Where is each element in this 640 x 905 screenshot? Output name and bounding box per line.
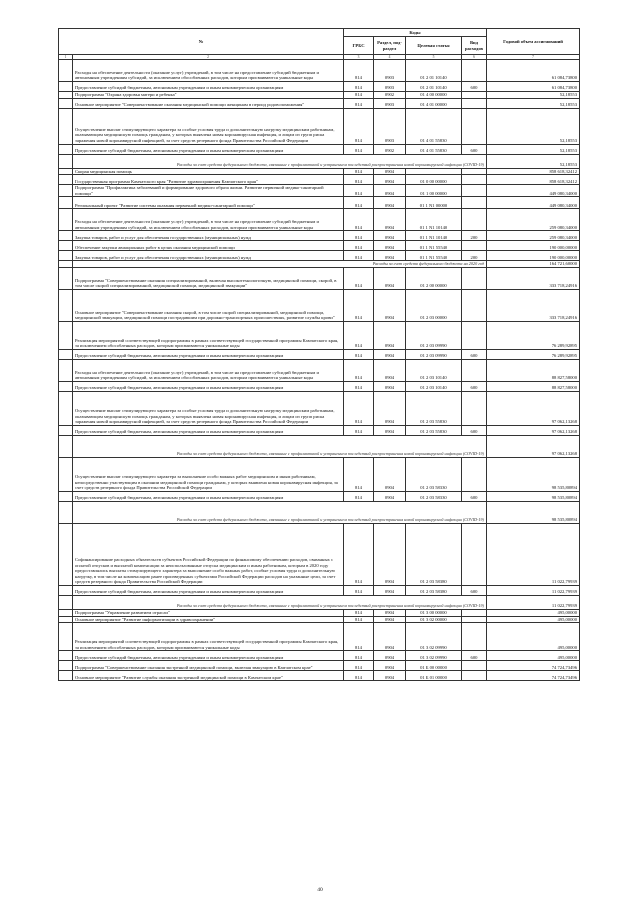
col-num-4: 4: [374, 55, 406, 60]
amount-cell: 98 535,80894: [487, 501, 580, 523]
row-number-cell: [59, 267, 73, 289]
budget-table: [58, 28, 580, 681]
table-row: [59, 168, 580, 175]
razdel-cell: 0904: [374, 267, 406, 289]
target-article-cell: 01 2 03 09990: [406, 349, 462, 359]
note-text: Расходы за счет средств федерального бюджета, связанные с профилактикой и устранением последствий распространения новой коронавирусной инфекции (COVID-19): [73, 435, 487, 457]
note-row: [59, 154, 580, 168]
grbs-cell: 814: [344, 209, 374, 231]
grbs-cell: 814: [344, 391, 374, 425]
item-name: Предоставление субсидий бюджетным, автономным учреждениям и иным некоммерческим организациям: [73, 82, 344, 92]
row-number-cell: [59, 209, 73, 231]
amount-cell: 52,18553: [487, 92, 580, 99]
grbs-cell: 814: [344, 251, 374, 261]
razdel-cell: 0904: [374, 609, 406, 616]
amount-cell: 495,00000: [487, 651, 580, 661]
item-name: Предоставление субсидий бюджетным, автономным учреждениям и иным некоммерческим организациям: [73, 381, 344, 391]
item-name: Осуществление выплат стимулирующего характера за особые условия труда и дополнительную нагрузку медицинским работникам, оказывающим медицинскую помощь гражданам, у которых выявлена новая коронавирусная инфекция, и лицам из групп риска заражения новой коронавирусной инфекцией, за счет средств резервного фонда Правительства Российской Федерации: [73, 108, 344, 144]
grbs-cell: 814: [344, 60, 374, 82]
item-name: Подпрограмма "Профилактика заболеваний и формирование здорового образа жизни. Развитие первичной медико-санитарной помощи": [73, 185, 344, 197]
row-number-cell: [59, 144, 73, 154]
note-text: Расходы за счет средств федерального бюджета, связанные с профилактикой и устранением последствий распространения новой коронавирусной инфекции (COVID-19): [73, 595, 487, 609]
table-row: [59, 251, 580, 261]
expense-type-cell: [462, 623, 487, 651]
row-number-cell: [59, 185, 73, 197]
amount-cell: 449 080,34000: [487, 197, 580, 209]
target-article-cell: 01 2 03 58330: [406, 491, 462, 501]
table-row: [59, 98, 580, 108]
amount-cell: 61 084,73800: [487, 60, 580, 82]
row-number-cell: [59, 108, 73, 144]
item-name: Расходы на обеспечение деятельности (оказание услуг) учреждений, в том числе на предоставление субсидий бюджетным и автономным учреждениям субсидий, за исключением обособленных расходов, которым присваиваются уникальные коды: [73, 209, 344, 231]
grbs-cell: 814: [344, 267, 374, 289]
grbs-cell: 814: [344, 491, 374, 501]
expense-type-cell: [462, 197, 487, 209]
razdel-cell: 0904: [374, 616, 406, 623]
header-expense-type: Вид расходов: [462, 37, 487, 55]
razdel-cell: 0904: [374, 175, 406, 185]
target-article-cell: 01 4 01 00000: [406, 98, 462, 108]
grbs-cell: 814: [344, 82, 374, 92]
target-article-cell: 01 2 03 09990: [406, 321, 462, 349]
razdel-cell: 0904: [374, 185, 406, 197]
expense-type-cell: 600: [462, 425, 487, 435]
expense-type-cell: 600: [462, 491, 487, 501]
item-name: Подпрограмма "Совершенствование оказания экстренной медицинской помощи, включая эвакуацию в Камчатском крае": [73, 661, 344, 671]
target-article-cell: 01 2 00 00000: [406, 267, 462, 289]
razdel-cell: 0904: [374, 491, 406, 501]
col-num-5: 5: [406, 55, 462, 60]
row-number-cell: [59, 241, 73, 251]
table-row: [59, 457, 580, 491]
expense-type-cell: [462, 391, 487, 425]
row-number-cell: [59, 609, 73, 616]
item-name: Предоставление субсидий бюджетным, автономным учреждениям и иным некоммерческим организациям: [73, 349, 344, 359]
item-name: Предоставление субсидий бюджетным, автономным учреждениям и иным некоммерческим организациям: [73, 585, 344, 595]
amount-cell: 88 827,58000: [487, 359, 580, 381]
table-row: [59, 359, 580, 381]
expense-type-cell: [462, 175, 487, 185]
expense-type-cell: 600: [462, 144, 487, 154]
razdel-cell: 0902: [374, 92, 406, 99]
amount-cell: 11 022,79939: [487, 523, 580, 585]
grbs-cell: 814: [344, 289, 374, 321]
target-article-cell: 01 0 00 00000: [406, 175, 462, 185]
table-row: [59, 241, 580, 251]
item-name: Осуществление выплат стимулирующего характера за особые условия труда и дополнительную нагрузку медицинским работникам, оказывающим медицинскую помощь гражданам, у которых выявлена новая коронавирусная инфекция, и лицам из групп риска заражения новой коронавирусной инфекцией, за счет средств резервного фонда Правительства Российской Федерации: [73, 391, 344, 425]
target-article-cell: 01 4 00 00000: [406, 92, 462, 99]
amount-cell: 97 062,13268: [487, 425, 580, 435]
table-row: [59, 381, 580, 391]
row-number-cell: [59, 595, 73, 609]
table-row: [59, 175, 580, 185]
note-row: [59, 261, 580, 268]
target-article-cell: 01 2 01 10140: [406, 60, 462, 82]
amount-cell: 97 062,13268: [487, 391, 580, 425]
table-row: [59, 391, 580, 425]
expense-type-cell: [462, 321, 487, 349]
amount-cell: 52,18553: [487, 144, 580, 154]
amount-cell: 52,18553: [487, 108, 580, 144]
razdel-cell: 0904: [374, 391, 406, 425]
grbs-cell: 814: [344, 381, 374, 391]
expense-type-cell: [462, 359, 487, 381]
target-article-cell: 01 4 01 55830: [406, 144, 462, 154]
expense-type-cell: [462, 241, 487, 251]
grbs-cell: 814: [344, 197, 374, 209]
amount-cell: 11 022,79939: [487, 585, 580, 595]
row-number-cell: [59, 491, 73, 501]
target-article-cell: 01 2 03 58380: [406, 585, 462, 595]
expense-type-cell: 600: [462, 651, 487, 661]
row-number-cell: [59, 251, 73, 261]
item-name: Скорая медицинская помощь: [73, 168, 344, 175]
target-article-cell: 01 2 03 00000: [406, 289, 462, 321]
expense-type-cell: [462, 98, 487, 108]
amount-cell: 495,00000: [487, 623, 580, 651]
razdel-cell: 0904: [374, 251, 406, 261]
expense-type-cell: [462, 92, 487, 99]
expense-type-cell: [462, 209, 487, 231]
row-number-cell: [59, 425, 73, 435]
row-number-cell: [59, 435, 73, 457]
expense-type-cell: [462, 168, 487, 175]
item-name: Осуществление выплат стимулирующего характера за выполнение особо важных работ медицинским и иным работникам, непосредственно участвующим в оказании медицинской помощи гражданам, у которых выявлена новая коронавирусная инфекция, за счет средств резервного фонда Правительства Российской Федерации: [73, 457, 344, 491]
expense-type-cell: [462, 671, 487, 681]
row-number-cell: [59, 349, 73, 359]
row-number-cell: [59, 381, 73, 391]
target-article-cell: 01 3 00 00000: [406, 609, 462, 616]
expense-type-cell: [462, 661, 487, 671]
grbs-cell: 814: [344, 92, 374, 99]
table-row: [59, 661, 580, 671]
row-number-cell: [59, 661, 73, 671]
grbs-cell: 814: [344, 616, 374, 623]
grbs-cell: 814: [344, 144, 374, 154]
header-sum: Годовой объем ассигнований: [487, 29, 580, 55]
table-row: [59, 92, 580, 99]
table-row: [59, 616, 580, 623]
target-article-cell: 01 3 02 09990: [406, 623, 462, 651]
row-number-cell: [59, 616, 73, 623]
expense-type-cell: [462, 609, 487, 616]
col-num-1: 1: [59, 55, 73, 60]
col-num-7: 7: [487, 55, 580, 60]
target-article-cell: 01 3 02 00000: [406, 616, 462, 623]
item-name: Подпрограмма "Совершенствование оказания специализированной, включая высокотехнологичную, медицинской помощи, скорой, в том числе скорой специализированной, медицинской помощи, медицинской эвакуации": [73, 267, 344, 289]
row-number-cell: [59, 501, 73, 523]
item-name: Подпрограмма "Охрана здоровья матери и ребенка": [73, 92, 344, 99]
expense-type-cell: 200: [462, 231, 487, 241]
grbs-cell: 814: [344, 671, 374, 681]
table-row: [59, 609, 580, 616]
row-number-cell: [59, 82, 73, 92]
amount-cell: 11 022,79939: [487, 595, 580, 609]
item-name: Реализация мероприятий соответствующей подпрограммы в рамках соответствующей государственной программы Камчатского края, за исключением обособленных расходов, которым присваиваются уникальные коды: [73, 623, 344, 651]
table-row: [59, 623, 580, 651]
target-article-cell: 01 2 03 55830: [406, 425, 462, 435]
target-article-cell: 01 Б 00 00000: [406, 661, 462, 671]
expense-type-cell: [462, 289, 487, 321]
item-name: Обеспечение закупки авиационных работ в целях оказания медицинской помощи: [73, 241, 344, 251]
amount-cell: 190 000,00000: [487, 251, 580, 261]
table-row: [59, 671, 580, 681]
table-row: [59, 321, 580, 349]
razdel-cell: 0903: [374, 60, 406, 82]
amount-cell: 495,00000: [487, 616, 580, 623]
razdel-cell: 0904: [374, 523, 406, 585]
item-name: Основное мероприятие "Совершенствование оказания скорой, в том числе скорой специализированной, медицинской помощи, медицинской эвакуации, медицинской помощи пострадавшим при дорожно-транспортных происшествиях, развитие службы крови": [73, 289, 344, 321]
table-row: [59, 231, 580, 241]
item-name: Расходы на обеспечение деятельности (оказание услуг) учреждений, в том числе на предоставление субсидий бюджетным и автономным учреждениям субсидий, за исключением обособленных расходов, которым присваиваются уникальные коды: [73, 60, 344, 82]
razdel-cell: 0904: [374, 457, 406, 491]
table-row: [59, 267, 580, 289]
table-row: [59, 651, 580, 661]
note-text: Расходы за счет средств федерального бюджета, связанные с профилактикой и устранением последствий распространения новой коронавирусной инфекции (COVID-19): [73, 154, 487, 168]
amount-cell: 61 084,73800: [487, 82, 580, 92]
grbs-cell: 814: [344, 98, 374, 108]
amount-cell: 259 080,34000: [487, 231, 580, 241]
row-number-cell: [59, 671, 73, 681]
grbs-cell: 814: [344, 168, 374, 175]
item-name: Предоставление субсидий бюджетным, автономным учреждениям и иным некоммерческим организациям: [73, 651, 344, 661]
target-article-cell: 01 2 03 55830: [406, 391, 462, 425]
expense-type-cell: 600: [462, 349, 487, 359]
row-number-cell: [59, 321, 73, 349]
amount-cell: 164 721,60000: [487, 261, 580, 268]
item-name: Предоставление субсидий бюджетным, автономным учреждениям и иным некоммерческим организациям: [73, 144, 344, 154]
table-row: [59, 491, 580, 501]
item-name: Реализация мероприятий соответствующей подпрограммы в рамках соответствующей государственной программы Камчатского края, за исключением обособленных расходов, которым присваиваются уникальные коды: [73, 321, 344, 349]
table-row: [59, 185, 580, 197]
expense-type-cell: 600: [462, 585, 487, 595]
grbs-cell: 814: [344, 425, 374, 435]
target-article-cell: 01 4 01 55830: [406, 108, 462, 144]
row-number-cell: [59, 231, 73, 241]
expense-type-cell: 200: [462, 251, 487, 261]
target-article-cell: 01 1 N1 00000: [406, 197, 462, 209]
target-article-cell: 01 3 02 09990: [406, 651, 462, 661]
razdel-cell: 0904: [374, 425, 406, 435]
amount-cell: 97 062,13268: [487, 435, 580, 457]
grbs-cell: 814: [344, 321, 374, 349]
grbs-cell: 814: [344, 523, 374, 585]
item-name: Расходы на обеспечение деятельности (оказание услуг) учреждений, в том числе на предоставление субсидий бюджетным и автономным учреждениям субсидий, за исключением обособленных расходов, которым присваиваются уникальные коды: [73, 359, 344, 381]
item-name: Региональный проект "Развитие системы оказания первичной медико-санитарной помощи": [73, 197, 344, 209]
row-number-cell: [59, 98, 73, 108]
item-name: Основное мероприятие "Развитие информатизации в здравоохранении": [73, 616, 344, 623]
note-row: [59, 501, 580, 523]
target-article-cell: 01 1 00 00000: [406, 185, 462, 197]
grbs-cell: 814: [344, 349, 374, 359]
amount-cell: 52,18553: [487, 98, 580, 108]
table-row: [59, 82, 580, 92]
target-article-cell: 01 2 03 58380: [406, 523, 462, 585]
item-name: Софинансирование расходных обязательств субъектов Российской Федерации по финансовому обеспечению расходов, связанных с оплатой отпусков и выплатой компенсации за неиспользованные отпуска медицинским и иным работникам, которым в 2020 году предоставлялись выплаты стимулирующего характера за выполнение особо важных работ, особые условия труда и дополнительную нагрузку, в том числе на компенсацию ранее произведенных субъектами Российской Федерации расходов на указанные цели, за счет средств резервного фонда Правительства Российской Федерации: [73, 523, 344, 585]
grbs-cell: 814: [344, 241, 374, 251]
row-number-cell: [59, 154, 73, 168]
row-number-cell: [59, 289, 73, 321]
amount-cell: 52,18553: [487, 154, 580, 168]
table-row: [59, 523, 580, 585]
razdel-cell: 0904: [374, 585, 406, 595]
note-text: Расходы за счет средств федерального бюджета на 2020 год: [73, 261, 487, 268]
grbs-cell: 814: [344, 661, 374, 671]
header-grbs: ГРБС: [344, 37, 374, 55]
target-article-cell: 01 Б 01 00000: [406, 671, 462, 681]
razdel-cell: 0903: [374, 98, 406, 108]
table-row: [59, 60, 580, 82]
amount-cell: 76 289,92895: [487, 321, 580, 349]
row-number-cell: [59, 168, 73, 175]
razdel-cell: 0904: [374, 359, 406, 381]
col-num-3: 3: [344, 55, 374, 60]
grbs-cell: 814: [344, 175, 374, 185]
note-row: [59, 595, 580, 609]
razdel-cell: 0904: [374, 671, 406, 681]
razdel-cell: 0904: [374, 349, 406, 359]
budget-page: [58, 28, 579, 681]
grbs-cell: 814: [344, 609, 374, 616]
razdel-cell: 0903: [374, 82, 406, 92]
row-number-cell: [59, 585, 73, 595]
row-number-cell: [59, 457, 73, 491]
item-name: Государственная программа Камчатского края "Развитие здравоохранения Камчатского края": [73, 175, 344, 185]
row-number-cell: [59, 623, 73, 651]
grbs-cell: 814: [344, 585, 374, 595]
razdel-cell: 0904: [374, 289, 406, 321]
grbs-cell: 814: [344, 231, 374, 241]
expense-type-cell: [462, 457, 487, 491]
target-article-cell: 01 2 03 58330: [406, 457, 462, 491]
amount-cell: 858 618,32412: [487, 168, 580, 175]
target-article-cell: 01 1 N1 55540: [406, 241, 462, 251]
row-number-cell: [59, 261, 73, 268]
target-article-cell: 01 1 N1 55540: [406, 251, 462, 261]
row-number-cell: [59, 60, 73, 82]
col-num-2: 2: [73, 55, 344, 60]
row-number-cell: [59, 651, 73, 661]
target-article-cell: 01 1 N1 10140: [406, 231, 462, 241]
expense-type-cell: [462, 185, 487, 197]
amount-cell: 76 289,92895: [487, 349, 580, 359]
target-article-cell: 01 2 03 10140: [406, 381, 462, 391]
expense-type-cell: 600: [462, 381, 487, 391]
grbs-cell: 814: [344, 651, 374, 661]
razdel-cell: 0904: [374, 241, 406, 251]
row-number-cell: [59, 92, 73, 99]
table-row: [59, 209, 580, 231]
amount-cell: 74 724,73496: [487, 671, 580, 681]
amount-cell: 190 000,00000: [487, 241, 580, 251]
table-row: [59, 144, 580, 154]
amount-cell: 259 080,34000: [487, 209, 580, 231]
row-number-cell: [59, 391, 73, 425]
col-num-6: 6: [462, 55, 487, 60]
expense-type-cell: [462, 267, 487, 289]
expense-type-cell: [462, 616, 487, 623]
table-row: [59, 425, 580, 435]
expense-type-cell: [462, 523, 487, 585]
amount-cell: 495,00000: [487, 609, 580, 616]
table-row: [59, 108, 580, 144]
note-row: [59, 435, 580, 457]
table-row: [59, 197, 580, 209]
item-name: Предоставление субсидий бюджетным, автономным учреждениям и иным некоммерческим организациям: [73, 425, 344, 435]
grbs-cell: 814: [344, 359, 374, 381]
amount-cell: 98 535,80894: [487, 457, 580, 491]
item-name: Подпрограмма "Управление развитием отрасли": [73, 609, 344, 616]
expense-type-cell: [462, 60, 487, 82]
razdel-cell: 0904: [374, 168, 406, 175]
expense-type-cell: 600: [462, 82, 487, 92]
header-razdel: Раздел, под-раздел: [374, 37, 406, 55]
razdel-cell: 0904: [374, 651, 406, 661]
razdel-cell: 0902: [374, 144, 406, 154]
grbs-cell: 814: [344, 457, 374, 491]
row-number-cell: [59, 359, 73, 381]
item-name: Закупка товаров, работ и услуг для обеспечения государственных (муниципальных) нужд: [73, 251, 344, 261]
table-row: [59, 349, 580, 359]
table-body: [59, 60, 580, 681]
header-codes: Коды: [344, 29, 487, 37]
amount-cell: 74 724,73496: [487, 661, 580, 671]
row-number-cell: [59, 197, 73, 209]
table-row: [59, 289, 580, 321]
amount-cell: 333 718,24916: [487, 289, 580, 321]
razdel-cell: 0904: [374, 197, 406, 209]
expense-type-cell: [462, 108, 487, 144]
item-name: Основное мероприятие "Совершенствование оказания медицинской помощи женщинам в период родовспоможения": [73, 98, 344, 108]
target-article-cell: 01 2 03 10140: [406, 359, 462, 381]
razdel-cell: 0904: [374, 321, 406, 349]
razdel-cell: 0904: [374, 381, 406, 391]
razdel-cell: 0904: [374, 209, 406, 231]
amount-cell: 858 618,32412: [487, 175, 580, 185]
note-text: Расходы за счет средств федерального бюджета, связанные с профилактикой и устранением последствий распространения новой коронавирусной инфекции (COVID-19): [73, 501, 487, 523]
amount-cell: 449 080,34000: [487, 185, 580, 197]
row-number-cell: [59, 523, 73, 585]
amount-cell: 333 718,24916: [487, 267, 580, 289]
item-name: Основное мероприятие "Развитие службы оказания экстренной медицинской помощи в Камчатском крае": [73, 671, 344, 681]
header-target-article: Целевая статья: [406, 37, 462, 55]
item-name: Предоставление субсидий бюджетным, автономным учреждениям и иным некоммерческим организациям: [73, 491, 344, 501]
amount-cell: 98 535,80894: [487, 491, 580, 501]
page-number: 40: [317, 887, 323, 893]
amount-cell: 88 827,58000: [487, 381, 580, 391]
target-article-cell: [406, 168, 462, 175]
razdel-cell: 0904: [374, 623, 406, 651]
grbs-cell: 814: [344, 623, 374, 651]
row-number-cell: [59, 175, 73, 185]
grbs-cell: 814: [344, 108, 374, 144]
razdel-cell: 0904: [374, 231, 406, 241]
table-row: [59, 585, 580, 595]
target-article-cell: 01 1 N1 10140: [406, 209, 462, 231]
grbs-cell: 814: [344, 185, 374, 197]
header-number: №: [59, 29, 344, 55]
target-article-cell: 01 2 01 10140: [406, 82, 462, 92]
item-name: Закупка товаров, работ и услуг для обеспечения государственных (муниципальных) нужд: [73, 231, 344, 241]
razdel-cell: 0904: [374, 661, 406, 671]
razdel-cell: 0903: [374, 108, 406, 144]
